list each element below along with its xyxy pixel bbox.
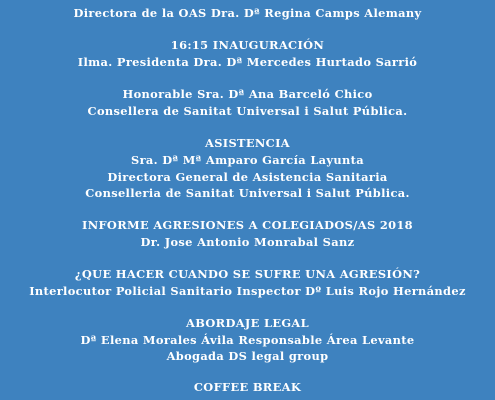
informe-heading: INFORME AGRESIONES A COLEGIADOS/AS 2018 [82, 218, 413, 232]
consellera-line: Consellera de Sanitat Universal i Salut Pública. [87, 104, 408, 118]
inauguracion-heading: 16:15 INAUGURACIÓN [170, 38, 325, 52]
coffee-break-heading: COFFEE BREAK [193, 380, 302, 394]
asistencia-name: Sra. Dª Mª Amparo García Layunta [131, 153, 364, 167]
informe-speaker: Dr. Jose Antonio Monrabal Sanz [140, 235, 355, 249]
director-line: Directora de la OAS Dra. Dª Regina Camps Alemany [73, 6, 422, 20]
abordaje-speaker: Dª Elena Morales Ávila Responsable Área Levante [80, 333, 415, 347]
abordaje-firm: Abogada DS legal group [166, 349, 329, 363]
que-hacer-speaker: Interlocutor Policial Sanitario Inspector Dº Luis Rojo Hernández [29, 284, 466, 298]
presidenta-line: Ilma. Presidenta Dra. Dª Mercedes Hurtado Sarrió [77, 55, 418, 69]
abordaje-heading: ABORDAJE LEGAL [186, 316, 309, 330]
asistencia-heading: ASISTENCIA [205, 136, 290, 150]
asistencia-role: Directora General de Asistencia Sanitaria [107, 170, 388, 184]
honorable-line: Honorable Sra. Dª Ana Barceló Chico [122, 87, 373, 101]
que-hacer-heading: ¿QUE HACER CUANDO SE SUFRE UNA AGRESIÓN? [74, 267, 421, 281]
asistencia-dept: Conselleria de Sanitat Universal i Salut Pública. [85, 186, 410, 200]
